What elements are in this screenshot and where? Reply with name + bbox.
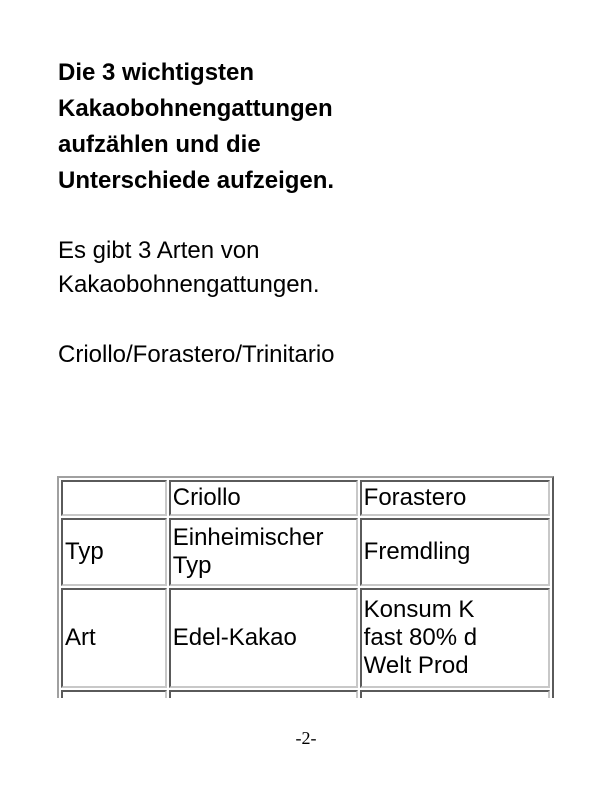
page-number: -2-: [295, 728, 317, 748]
comparison-table-container: [57, 476, 554, 698]
table-cell: Fremdling: [360, 518, 550, 586]
table-header-cell: Forastero: [360, 480, 550, 516]
types-paragraph: Criollo/Forastero/Trinitario: [58, 341, 335, 368]
table-row-empty: [61, 690, 550, 698]
table-cell: Einheimischer Typ: [169, 518, 358, 586]
table-cell-empty: [360, 690, 550, 698]
table-row: [61, 588, 550, 688]
table-header-cell: [61, 480, 167, 516]
table-header-cell: Criollo: [169, 480, 358, 516]
table-row-label: Art: [61, 588, 167, 688]
table-row: [61, 518, 550, 586]
table-cell: Konsum K fast 80% d Welt Prod: [360, 588, 550, 688]
table-cell-empty: [61, 690, 167, 698]
table-cell: Edel-Kakao: [169, 588, 358, 688]
comparison-table: [57, 476, 554, 698]
table-header-row: [61, 480, 550, 516]
page-heading: Die 3 wichtigsten Kakaobohnengattungen aufzählen und die Unterschiede aufzeigen.: [58, 59, 335, 194]
intro-paragraph: Es gibt 3 Arten von Kakaobohnengattungen.: [58, 237, 320, 298]
table-cell-empty: [169, 690, 358, 698]
table-row-label: Typ: [61, 518, 167, 586]
